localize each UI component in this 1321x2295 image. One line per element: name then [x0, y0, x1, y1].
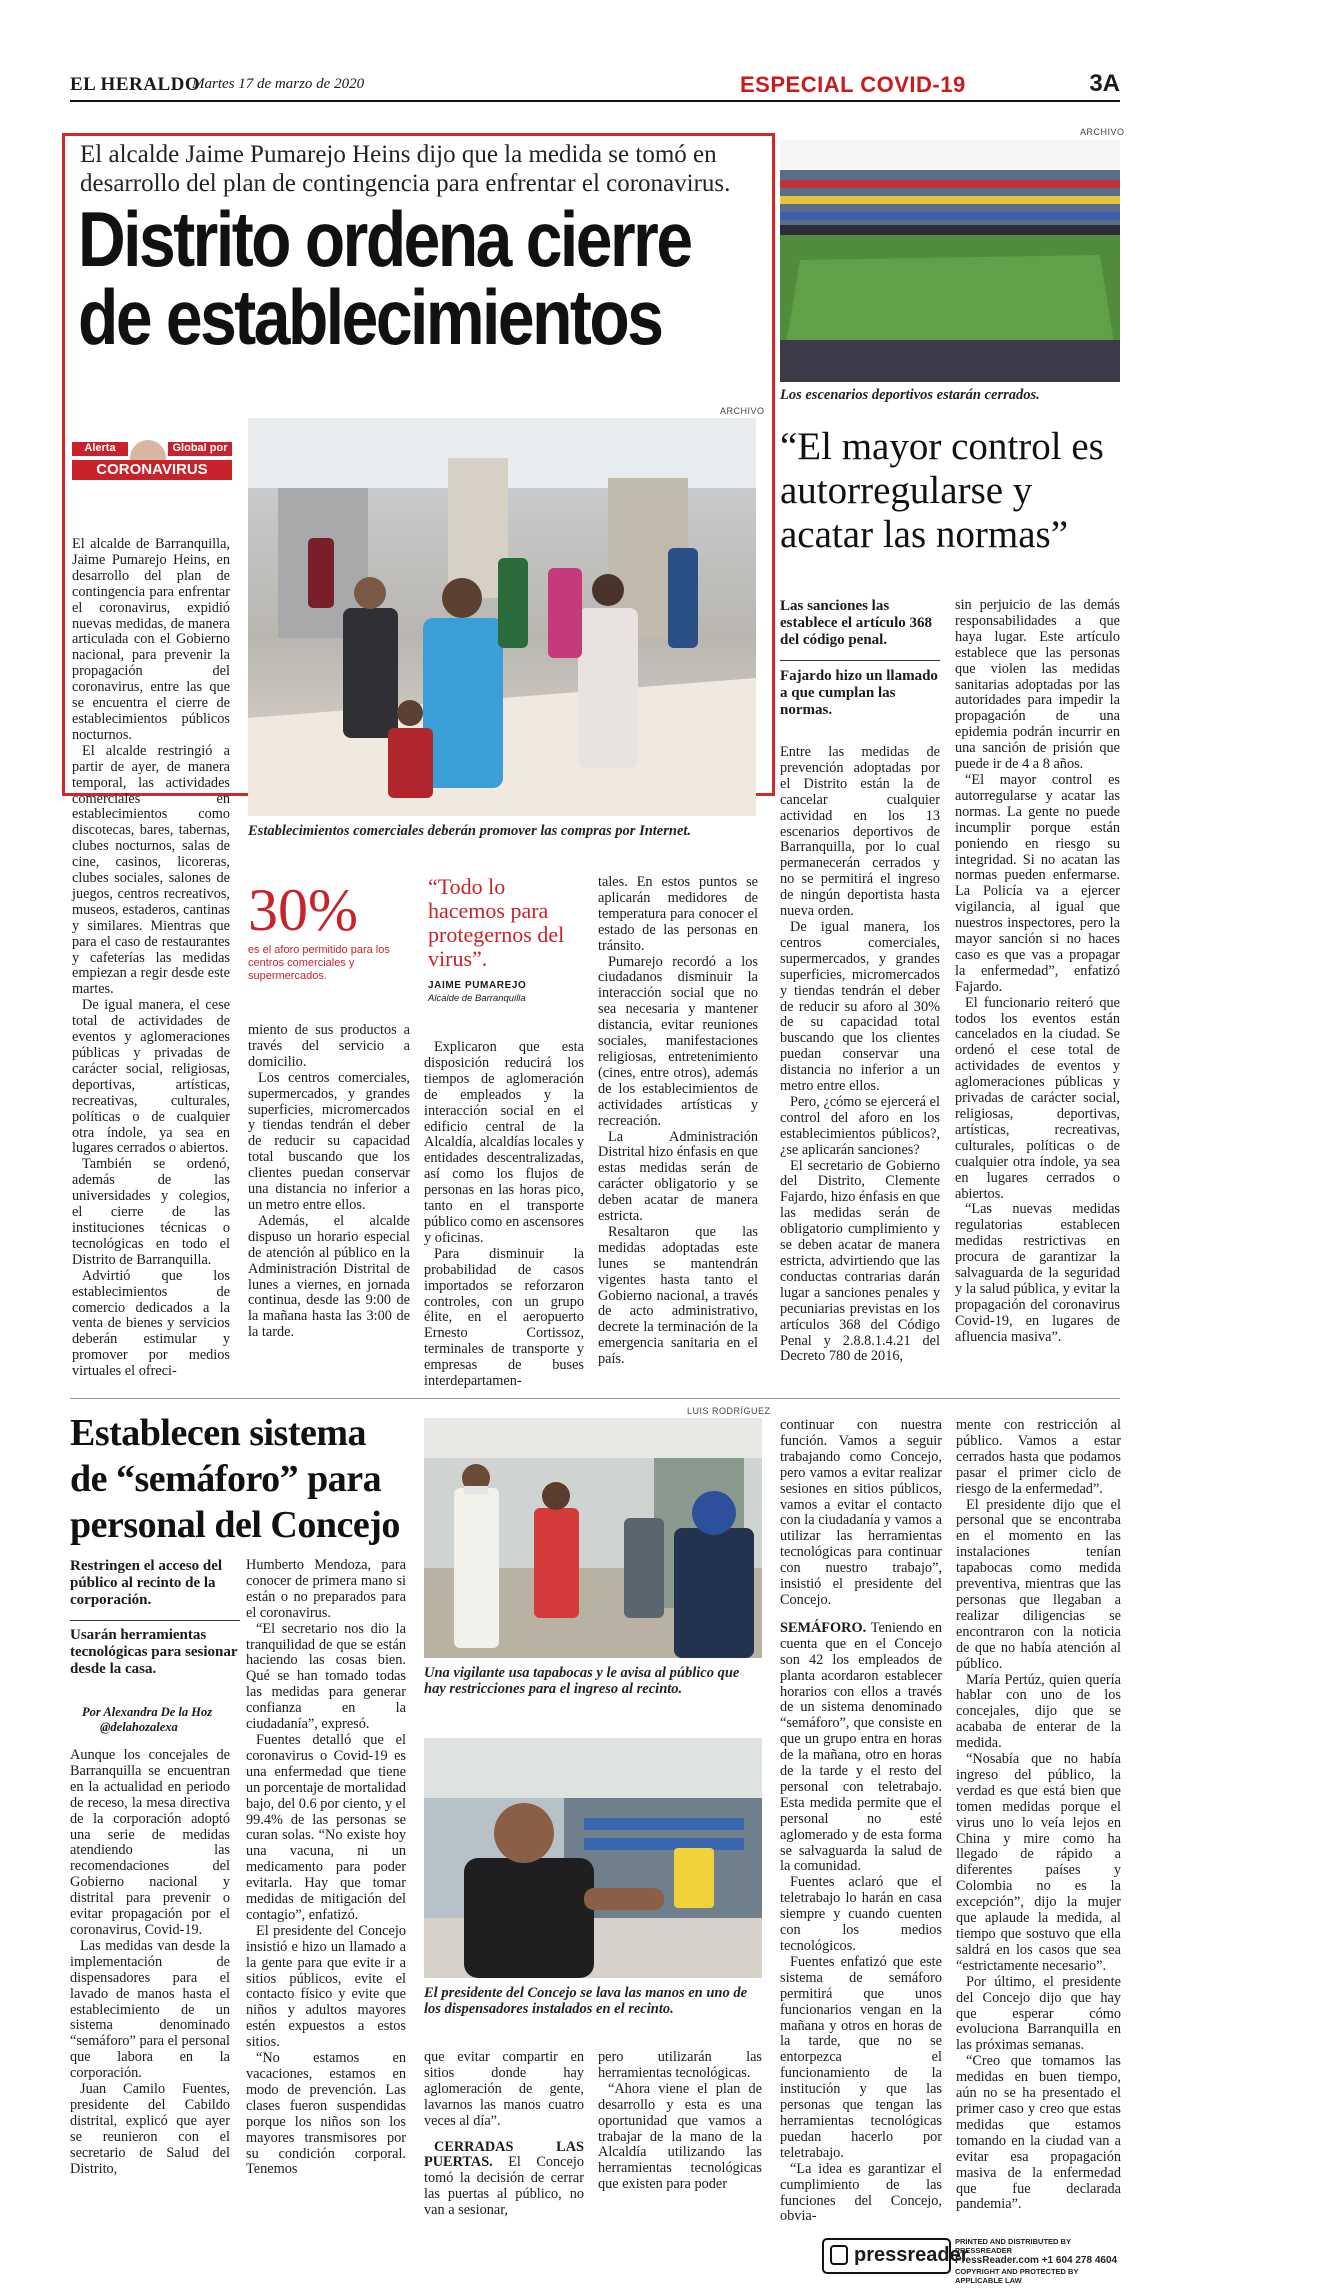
paragraph: María Pertúz, quien quería hablar con uno de los concejales, dijo que se acababa de enterar de la medida. [956, 1671, 1121, 1752]
story1-headline [78, 195, 768, 361]
badge-alerta: Alerta [72, 442, 128, 456]
paragraph: El alcalde de Barranquilla, Jaime Pumarejo Heins, en desarrollo del plan de contingencia para enfrentar el coronavirus, expidió nuevas medidas, de manera articulada con el Gobierno nacional, para prevenir la propagación del coronavirus, entre las que se encuentra el cierre de establecimientos públicos nocturnos. [72, 536, 230, 743]
paragraph: “El mayor control es autorregularse y acatar las normas. La gente no puede incumplir porque están poniendo en riesgo su integridad. Si no acatan las normas pueden enfermarse. La Policía va a ejercer vigilancia, al igual que nuestros inspectores, pero la mayor sanción si no haces caso es que vas a propagar la enfermedad”, enfatizó Fajardo. [955, 771, 1120, 995]
story2-headline: “El mayor control es autorregularse y acatar las normas” [780, 425, 1104, 556]
story2-column-1 [780, 745, 940, 1365]
story1-column-2 [248, 1023, 410, 1341]
story1-column-1 [72, 537, 230, 1380]
paragraph: También se ordenó, además de las universidades y colegios, el cierre de las instituciones técnicas o tecnológicas en todo el Distrito de Barranquilla. [72, 1156, 230, 1268]
story3-headline: Establecen sistema de “semáforo” para personal del Concejo [70, 1412, 400, 1546]
alerta-global-badge [72, 440, 232, 494]
paragraph: miento de sus productos a través del servicio a domicilio. [248, 1022, 410, 1070]
paragraph: Juan Camilo Fuentes, presidente del Cabildo distrital, explicó que ayer se reunieron con el secretario de Salud del Distrito, [70, 2081, 230, 2177]
pressreader-icon [830, 2245, 848, 2265]
paragraph: El funcionario reiteró que todos los eventos están cancelados en la ciudad. Se ordenó el cese total de actividades de eventos y aglomeraciones públicas y privadas de carácter social, religiosas, deportivas, artísticas, recreativas, culturales, políticas o de cualquier otra índole, ya sea en lugares cerrados o abiertos. [955, 994, 1120, 1202]
paragraph: La Administración Distrital hizo énfasis en que estas medidas serán de carácter obligatorio y se deben acatar de manera estricta. [598, 1128, 758, 1225]
paragraph: El secretario de Gobierno del Distrito, Clemente Fajardo, hizo énfasis en que las medidas serán de obligatorio cumplimiento y se deben acatar de manera estricta, advirtiendo que las conductas contrarias darán lugar a sanciones penales y pecuniarias previstas en los artículos 368 del Código Penal y 2.8.8.1.4.21 del Decreto 780 de 2016, [780, 1157, 940, 1365]
pull-quote: “Todo lo hacemos para protegernos del virus”. [428, 874, 565, 971]
paragraph: Pumarejo recordó a los ciudadanos disminuir la interacción social que no sea necesaria y mantener distancia, evitar reuniones sociales, manifestaciones religiosas, entretenimiento (cines, entre otros), además de los establecimientos de actividades artísticas y recreación. [598, 953, 758, 1129]
paragraph: El alcalde restringió a partir de ayer, de manera temporal, las actividades comerciales en establecimientos como discotecas, bares, tabernas, clubes nocturnos, salas de cine, casinos, licoreras, clubes sociales, salones de juegos, centros recreativos, museos, estaderos, cantinas y similares. Mientras que para el caso de restaurantes y cafeterías las medidas empiezan a regir desde este martes. [72, 742, 230, 998]
stadium-photo [780, 140, 1120, 382]
president-handwash-image [424, 1738, 762, 1978]
paragraph: Fuentes aclaró que el teletrabajo lo harán en casa siempre y cuando cuenten con los medios tecnológicos. [780, 1874, 942, 1954]
masthead [70, 70, 1120, 102]
story3-column-4 [598, 2050, 762, 2193]
section-name: ESPECIAL COVID-19 [740, 72, 966, 97]
story3-byline [82, 1705, 242, 1735]
notice-line1: PRINTED AND DISTRIBUTED BY PRESSREADER [955, 2237, 1071, 2255]
paragraph [780, 1621, 942, 1876]
headline-line1: Distrito ordena cierre [78, 195, 691, 283]
pressreader-wordmark: pressreader [854, 2244, 969, 2266]
deck-divider [780, 660, 940, 661]
quote-attribution-role: Alcalde de Barranquilla [428, 993, 526, 1004]
paragraph: que evitar compartir en sitios donde hay aglomeración de gente, lavarnos las manos cuatro veces al día”. [424, 2049, 584, 2129]
paragraph: Fuentes detalló que el coronavirus o Covid-19 es una enfermedad que tiene un porcentaje de mortalidad bajo, del 0.6 por ciento, y el 99.4% de las personas se curan solas. “No existe hoy una vacuna, ni un medicamento para poder evitarla. Hay que tomar medidas de mitigación del contagio”, enfatizó. [246, 1731, 407, 1923]
paragraph-lead: SEMÁFORO. [780, 1619, 867, 1636]
deck-divider [70, 1620, 240, 1621]
paragraph: “Nosabía que no había ingreso del público, la verdad es que está bien que tomen medidas porque el virus uno lo veía lejos en China y mire como ha llegado de rápido a diferentes países y Colombia no es la excepción”, dijo la mujer que aplaude la medida, al tiempo que sostuvo que ella saldrá en los casos que sea “estrictamente necesario”. [956, 1751, 1121, 1974]
badge-global: Global por [168, 442, 232, 456]
paragraph: Por último, el presidente del Concejo dijo que hay que esperar cómo evoluciona Barranquilla en las próximas semanas. [956, 1973, 1121, 2054]
pressreader-notice [955, 2237, 1125, 2285]
paper-name: EL HERALDO [70, 74, 201, 95]
paragraph: “No estamos en vacaciones, estamos en modo de prevención. Las clases fueron suspendidas porque los niños son los mayores transmisores por su condición corporal. Tenemos [246, 2050, 406, 2178]
paragraph: Fuentes enfatizó que este sistema de semáforo permitirá que unos funcionarios vengan en la mañana y otros en horas de la tarde, que no se entorpezca el funcionamiento de la institución y que las personas que tengan las herramientas tecnológicas puedan hacerlo por teletrabajo. [780, 1953, 942, 2161]
paragraph: “Ahora viene el plan de desarrollo y esta es una oportunidad que vamos a trabajar de la mano de la Alcaldía utilizando las herramientas tecnológicas que existen para poder [598, 2080, 762, 2193]
paragraph: Además, el alcalde dispuso un horario especial de atención al público en la Administración Distrital de lunes a viernes, en jornada continua, desde las 9:00 de la mañana hasta las 3:00 de la tarde. [248, 1212, 410, 1341]
issue-date: Martes 17 de marzo de 2020 [192, 76, 365, 92]
paragraph: De igual manera, los centros comerciales, supermercados, y grandes superficies, micromercados y tiendas tendrán el deber de reducir su aforo al 30% de su capacidad total buscando que los clientes puedan conservar una distancia no inferior a un metro entre ellos. [780, 918, 940, 1095]
story3-column-5 [780, 1418, 942, 2225]
paragraph: “La idea es garantizar el cumplimiento de las funciones del Concejo, obvia- [780, 2160, 942, 2225]
paragraph: “El secretario nos dio la tranquilidad de que se están haciendo las cosas bien. Qué se han tomado todas las medidas para generar confianza en la ciudadanía”, expresó. [246, 1620, 406, 1733]
story2-deck-1: Las sanciones las establece el artículo 368 del código penal. [780, 598, 933, 648]
paragraph: Aunque los concejales de Barranquilla se encuentran en la actualidad en periodo de receso, la mesa directiva de la corporación adoptó una serie de medidas atendiendo las recomendaciones del Gobierno nacional y distrital para prevenir o evitar propagación por el coronavirus, Covid-19. [70, 1747, 230, 1938]
story3-photo1-caption: Una vigilante usa tapabocas y le avisa al público que hay restricciones para el ingreso al recinto. [424, 1665, 740, 1697]
paragraph: sin perjuicio de las demás responsabilidades a que haya lugar. Este artículo establece que las personas que violen las medidas sanitarias adoptadas por las autoridades para impedir la propagación de una epidemia podrán incurrir en una sanción de prisión que puede ir de 4 a 8 años. [955, 597, 1120, 773]
story3-photo2-caption: El presidente del Concejo se lava las manos en uno de los dispensadores instalados en el recinto. [424, 1985, 748, 2017]
byline-name: Por Alexandra De la Hoz [82, 1705, 213, 1719]
guard-photo [424, 1418, 762, 1658]
handwash-photo [424, 1738, 762, 1978]
story2-deck-2: Fajardo hizo un llamado a que cumplan las normas. [780, 668, 938, 718]
stadium-image [780, 140, 1120, 382]
story1-kicker: El alcalde Jaime Pumarejo Heins dijo que la medida se tomó en desarrollo del plan de contingencia para enfrentar el coronavirus. [80, 141, 731, 197]
paragraph: Advirtió que los establecimientos de comercio dedicados a la venta de bienes y servicios deberán estimular y promover por medios virtuales el ofreci- [72, 1267, 230, 1380]
paragraph: El presidente del Concejo insistió e hizo un llamado a la gente para que evite ir a sitios públicos, evite el contacto físico y evite que niños y adultos mayores estén expuestos a estos sitios. [246, 1922, 406, 2051]
notice-line3: COPYRIGHT AND PROTECTED BY APPLICABLE LAW [955, 2267, 1079, 2285]
stat-value: 30% [248, 877, 358, 943]
story2-photo-caption: Los escenarios deportivos estarán cerrados. [780, 387, 1040, 403]
quote-attribution-name: JAIME PUMAREJO [428, 980, 527, 991]
section-divider [70, 1398, 1120, 1399]
paragraph [424, 2140, 584, 2220]
paragraph: De igual manera, el cese total de actividades de eventos y aglomeraciones públicas y privadas de carácter social, religiosas, deportivas, artísticas, recreativas, culturales, políticas o de cualquier otra índole, ya sea en lugares cerrados o abiertos. [72, 997, 230, 1157]
paragraph-text: Teniendo en cuenta que en el Concejo son 42 los empleados de planta acordaron establecer horarios con ellos a través de un sistema denominado “semáforo”, que consiste en que un grupo entra en horas de la mañana, otro en horas de la tarde y el resto del personal con teletrabajo. Esta medida permite que el personal no esté aglomerado y de esta forma se salvaguarda la salud de la comunidad. [780, 1619, 942, 1875]
paragraph-lead: CERRADAS LAS PUERTAS. [424, 2138, 584, 2171]
mall-shoppers-image [248, 418, 756, 816]
story2-column-2 [955, 598, 1120, 1346]
story2-photo-credit: ARCHIVO [1080, 127, 1125, 137]
paragraph: pero utilizarán las herramientas tecnológicas. [598, 2049, 762, 2081]
story1-photo-caption: Establecimientos comerciales deberán promover las compras por Internet. [248, 823, 692, 839]
byline-handle: @delahozalexa [100, 1720, 178, 1734]
notice-line2[interactable]: PressReader.com +1 604 278 4604 [955, 2255, 1118, 2266]
stat-description: es el aforo permitido para los centros comerciales y supermercados. [248, 944, 390, 982]
paragraph: Pero, ¿cómo se ejercerá el control del aforo en los establecimientos públicos?, ¿se aplicarán sanciones? [780, 1093, 940, 1158]
paragraph: Los centros comerciales, supermercados, y grandes superficies, micromercados y tiendas tendrán el deber de reducir su capacidad total buscando que los clientes puedan conservar una distancia no inferior a un metro entre ellos. [248, 1069, 410, 1213]
paragraph: El presidente dijo que el personal que se encontraba en el momento en las instalaciones tenían tapabocas como medida preventiva, mientras que las personas que llegaban a realizar diligencias se encontraron con la noticia de que no había atención al público. [956, 1496, 1121, 1672]
story1-photo-credit: ARCHIVO [720, 406, 765, 416]
pressreader-logo[interactable] [822, 2238, 969, 2274]
headline-line2: de establecimientos [78, 273, 662, 361]
paragraph: “Las nuevas medidas regulatorias establecen medidas restrictivas en procura de garantizar la salvaguarda de la seguridad y la salud pública, y evitar la propagación del coronavirus Covid-19, en lugares de afluencia masiva”. [955, 1201, 1120, 1345]
page-number: 3A [1089, 70, 1120, 97]
story3-column-2 [246, 1558, 406, 2178]
paragraph: “Creo que tomamos las medidas en buen tiempo, aún no se ha presentado el primer caso y creo que estas medidas que estamos tomando en la ciudad van a evitar esa propagación masiva de la enfermedad que fue declarada pandemia”. [956, 2053, 1121, 2213]
paragraph: Resaltaron que las medidas adoptadas este lunes se mantendrán vigentes hasta tanto el Gobierno nacional, a través de acto administrativo, decrete la terminación de la emergencia sanitaria en el país. [598, 1223, 758, 1368]
story3-column-6 [956, 1418, 1121, 2213]
paragraph: Para disminuir la probabilidad de casos importados se reforzaron controles, con un grupo élite, en el aeropuerto Ernesto Cortissoz, terminales de transporte y empresas de buses interdepartamen- [424, 1245, 584, 1390]
paragraph: Humberto Mendoza, para conocer de primera mano si están o no preparados para el coronavirus. [246, 1557, 406, 1621]
paragraph: Las medidas van desde la implementación de dispensadores para el lavado de manos hasta el establecimiento de un sistema denominado “semáforo” para el personal que labora en la corporación. [70, 1937, 230, 2082]
paragraph-text: El Concejo tomó la decisión de cerrar las puertas al público, no van a sesionar, [424, 2154, 584, 2219]
badge-coronavirus: CORONAVIRUS [72, 460, 232, 480]
vigilante-entrance-image [424, 1418, 762, 1658]
paragraph: continuar con nuestra función. Vamos a seguir trabajando como Concejo, pero vamos a evitar realizar sesiones en sitios públicos, vamos a evitar el contacto con la ciudadanía y vamos a utilizar las herramientas tecnológicas para continuar con nuestro trabajo”, insistió el presidente del Concejo. [780, 1417, 942, 1608]
paragraph: Entre las medidas de prevención adoptadas por el Distrito están la de cancelar cualquier actividad en los 13 escenarios deportivos de Barranquilla, por lo cual permanecerán cerrados y no se permitirá el ingreso de ningún deportista hasta nueva orden. [780, 744, 940, 920]
paragraph: mente con restricción al público. Vamos a estar cerrados hasta que podamos pasar el primer ciclo de riesgo de la enfermedad”. [956, 1417, 1121, 1497]
story3-column-1 [70, 1748, 230, 2177]
story3-deck-1: Restringen el acceso del público al recinto de la corporación. [70, 1558, 223, 1608]
story1-column-4 [598, 875, 758, 1368]
story3-photo-credit: LUIS RODRÍGUEZ [687, 1406, 771, 1416]
story1-column-3 [424, 1040, 584, 1390]
story3-deck-2: Usarán herramientas tecnológicas para sesionar desde la casa. [70, 1627, 238, 1677]
mall-photo [248, 418, 756, 816]
paragraph: Explicaron que esta disposición reducirá los tiempos de aglomeración de empleados y la interacción social en el edificio central de la Alcaldía, alcaldías locales y entidades descentralizadas, así como los flujos de personas en las horas pico, tanto en el transporte público como en ascensores y oficinas. [424, 1039, 584, 1246]
story3-column-3 [424, 2050, 584, 2219]
paragraph: tales. En estos puntos se aplicarán medidores de temperatura para conocer el estado de las personas en tránsito. [598, 874, 758, 954]
